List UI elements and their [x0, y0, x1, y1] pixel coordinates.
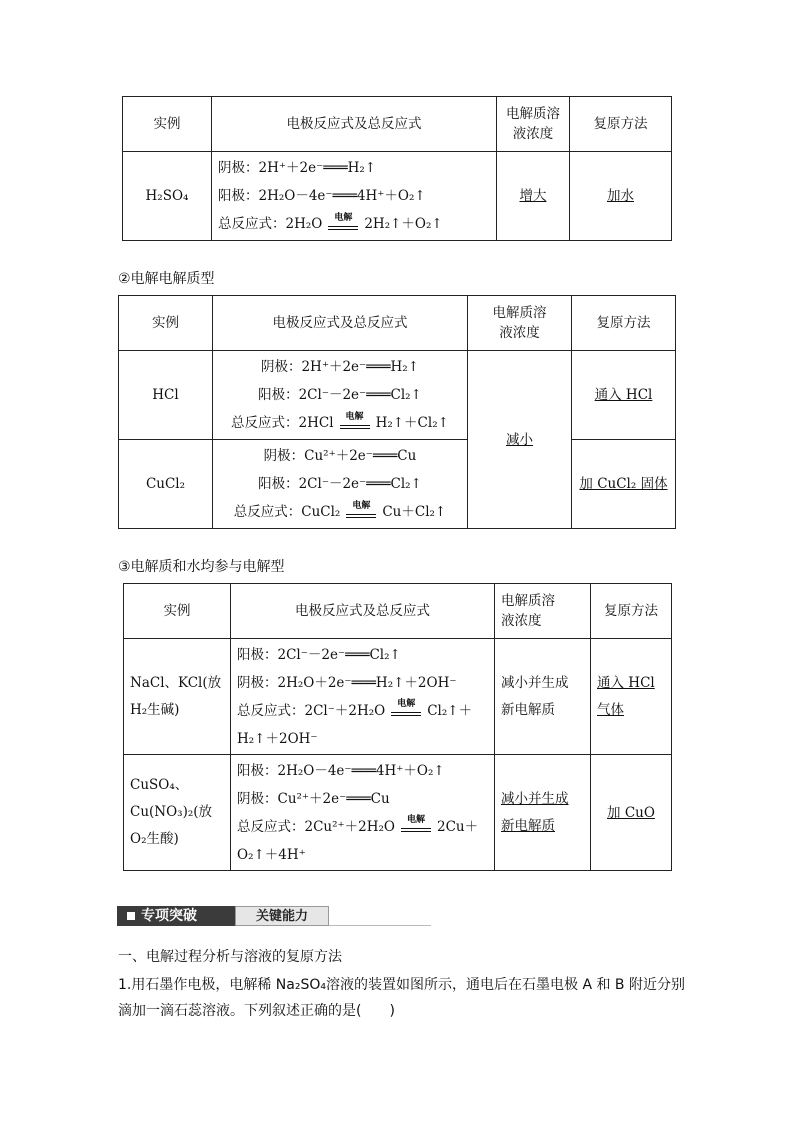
restore-cell: 通入 HCl 气体 — [591, 639, 672, 755]
header-concentration: 电解质溶 液浓度 — [495, 584, 591, 639]
restore-cell: 加 CuCl₂ 固体 — [572, 440, 676, 529]
question-line-2: 滴加一滴石蕊溶液。下列叙述正确的是( ) — [118, 1003, 395, 1019]
example-cell: NaCl、KCl(放 H₂生碱) — [124, 639, 231, 755]
header-example: 实例 — [123, 97, 212, 152]
equations-cell: 阴极：2H⁺＋2e⁻═══H₂↑ 阳极：2H₂O－4e⁻═══4H⁺＋O₂↑ 总反应式：2H₂O 电解 2H₂↑＋O₂↑ — [212, 152, 497, 241]
restore-cell: 加 CuO — [591, 755, 672, 871]
electrolysis-arrow: 电解 — [346, 502, 376, 524]
section-2-title: ②电解电解质型 — [118, 271, 215, 287]
table-row — [119, 440, 676, 529]
header-equations: 电极反应式及总反应式 — [213, 296, 468, 351]
table-water-electrolysis — [122, 96, 672, 241]
table-row — [123, 152, 672, 241]
table-row — [124, 639, 672, 755]
example-cell: CuSO₄、 Cu(NO₃)₂(放 O₂生酸) — [124, 755, 231, 871]
question-line-1: 1.用石墨作电极，电解稀 Na₂SO₄溶液的装置如图所示，通电后在石墨电极 A 和 B 附近分别 — [118, 977, 685, 993]
header-concentration: 电解质溶 液浓度 — [468, 296, 572, 351]
example-cell: HCl — [119, 351, 213, 440]
section-3-title: ③电解质和水均参与电解型 — [118, 559, 285, 575]
equations-cell: 阴极：Cu²⁺＋2e⁻═══Cu 阳极：2Cl⁻－2e⁻═══Cl₂↑ 总反应式：CuCl₂ 电解 Cu＋Cl₂↑ — [213, 440, 468, 529]
equations-cell: 阳极：2H₂O－4e⁻═══4H⁺＋O₂↑ 阴极：Cu²⁺＋2e⁻═══Cu 总反应式：2Cu²⁺＋2H₂O 电解 2Cu＋ O₂↑＋4H⁺ — [231, 755, 495, 871]
header-restore: 复原方法 — [591, 584, 672, 639]
equations-cell: 阴极：2H⁺＋2e⁻═══H₂↑ 阳极：2Cl⁻－2e⁻═══Cl₂↑ 总反应式：2HCl 电解 H₂↑＋Cl₂↑ — [213, 351, 468, 440]
header-example: 实例 — [124, 584, 231, 639]
banner-rule — [329, 925, 431, 926]
electrolysis-arrow: 电解 — [401, 816, 431, 838]
header-restore: 复原方法 — [572, 296, 676, 351]
concentration-cell: 增大 — [497, 152, 570, 241]
header-example: 实例 — [119, 296, 213, 351]
subheading: 一、电解过程分析与溶液的复原方法 — [118, 949, 342, 965]
banner-dark-label: 专项突破 — [117, 906, 235, 926]
table-electrolyte-electrolysis — [118, 295, 676, 529]
concentration-cell: 减小 — [468, 351, 572, 529]
header-equations: 电极反应式及总反应式 — [231, 584, 495, 639]
header-restore: 复原方法 — [570, 97, 672, 152]
restore-cell: 加水 — [570, 152, 672, 241]
electrolysis-arrow: 电解 — [391, 700, 421, 722]
example-cell: H₂SO₄ — [123, 152, 212, 241]
restore-cell: 通入 HCl — [572, 351, 676, 440]
header-concentration: 电解质溶 液浓度 — [497, 97, 570, 152]
electrolysis-arrow: 电解 — [328, 214, 358, 236]
concentration-cell: 减小并生成 新电解质 — [495, 639, 591, 755]
electrolysis-arrow: 电解 — [340, 413, 370, 435]
equations-cell: 阳极：2Cl⁻－2e⁻═══Cl₂↑ 阴极：2H₂O＋2e⁻═══H₂↑＋2OH⁻ 总反应式：2Cl⁻＋2H₂O 电解 Cl₂↑＋ H₂↑＋2OH⁻ — [231, 639, 495, 755]
header-equations: 电极反应式及总反应式 — [212, 97, 497, 152]
example-cell: CuCl₂ — [119, 440, 213, 529]
table-both-electrolysis — [123, 583, 672, 871]
banner-light-label: 关键能力 — [235, 906, 329, 926]
section-banner — [117, 903, 431, 929]
table-row — [119, 351, 676, 440]
square-bullet-icon — [127, 912, 135, 920]
table-row — [124, 755, 672, 871]
concentration-cell: 减小并生成 新电解质 — [495, 755, 591, 871]
